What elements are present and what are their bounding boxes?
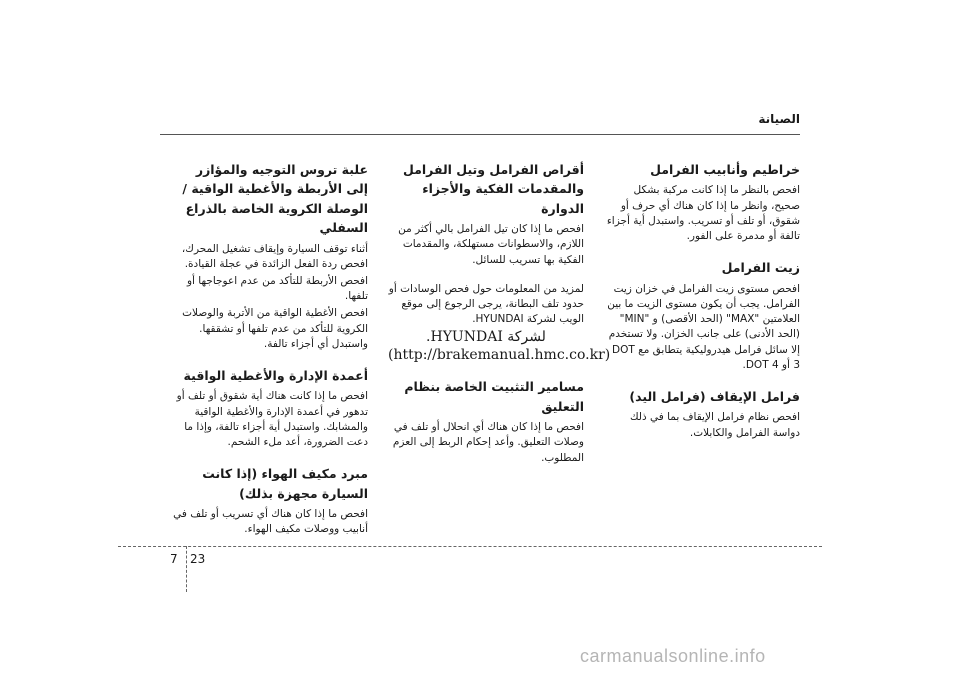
paragraph: افحص بالنظر ما إذا كانت مركبة بشكل صحيح، وانظر ما إذا كان هناك أي حرف أو شقوق، أو تلف أو تسريب. واستبدل أية أجزاء تالفة أو مدمرة على الفور. — [606, 184, 800, 243]
header-divider — [160, 134, 800, 135]
paragraph: افحص ما إذا كانت هناك أية شقوق أو تلف أو تدهور في أعمدة الإدارة والأغطية الواقية والمشابك. واستبدل أية أجزاء تالفة، وإذا ما دعت الضرورة، أعد ملء الشحم. — [176, 390, 368, 449]
heading-suspension-bolts: مسامير التثبيت الخاصة بنظام التعليق — [404, 379, 584, 414]
paragraph: افحص نظام فرامل الإيقاف بما في ذلك دواسة الفرامل والكابلات. — [629, 411, 800, 439]
column-right — [604, 160, 800, 455]
footer-divider — [118, 546, 822, 547]
paragraph: افحص الأغطية الواقية من الأتربة والوصلات الكروية للتأكد من عدم تلفها أو تشققها. واستبدل أي أجزاء تالفة. — [182, 307, 368, 350]
content-columns — [172, 160, 800, 550]
heading-brake-fluid: زيت الفرامل — [721, 260, 800, 276]
heading-drive-shafts: أعمدة الإدارة والأغطية الواقية — [183, 368, 368, 384]
paragraph: افحص ما إذا كان تيل الفرامل بالي أكثر من اللازم، والاسطوانات مستهلكة، والمقدمات الفكية بها تسريب للسائل. — [398, 223, 584, 266]
paragraph: أثناء توقف السيارة وإيقاف تشغيل المحرك، افحص ردة الفعل الزائدة في عجلة القيادة. — [181, 242, 368, 270]
heading-brake-discs: أقراص الفرامل وتيل الفرامل والمقدمات الفكية والأجزاء الدوارة — [403, 162, 584, 216]
paragraph: افحص الأربطة للتأكد من عدم اعوجاجها أو تلفها. — [186, 274, 368, 303]
column-middle — [388, 160, 611, 480]
section-title: الصيانة — [758, 112, 800, 126]
paragraph: لمزيد من المعلومات حول فحص الوسادات أو حدود تلف البطانة، يرجى الرجوع إلى موقع الويب لشركة HYUNDAI. — [388, 282, 584, 326]
heading-brake-hoses: خراطيم وأنابيب الفرامل — [650, 162, 800, 177]
heading-ac-refrigerant: مبرد مكيف الهواء (إذا كانت السيارة مجهزة بذلك) — [202, 466, 368, 501]
brand-line: .HYUNDAI لشركة — [426, 329, 546, 346]
chapter-number: 7 — [170, 552, 178, 566]
footer-vertical-divider — [186, 546, 187, 592]
paragraph: افحص ما إذا كان هناك أي تسريب أو تلف في أنابيب ووصلات مكيف الهواء. — [173, 508, 368, 536]
heading-parking-brake: فرامل الإيقاف (فرامل اليد) — [629, 388, 800, 404]
page-header — [160, 112, 800, 138]
watermark-text: carmanualsonline.info — [580, 646, 766, 666]
paragraph: افحص ما إذا كان هناك أي انحلال أو تلف في وصلات التعليق. وأعد إحكام الربط إلى العزم المطلوب. — [392, 421, 584, 464]
page-footer — [118, 542, 822, 592]
paragraph: افحص مستوى زيت الفرامل في خزان زيت الفرامل. يجب أن يكون مستوى الزيت ما بين العلامتين "MAX" (الحد الأقصى) و "MIN" (الحد الأدنى) على جانب الخزان. ولا تستخدم إلا سائل فرامل هيدروليكية يتطابق مع DOT 3 أو DOT 4. — [607, 282, 800, 371]
url-link[interactable]: (http://brakemanual.hmc.co.kr) — [388, 347, 611, 364]
column-left — [172, 160, 368, 551]
heading-steering-gearbox: علبة تروس التوجيه والمؤازر إلى الأربطة والأغطية الواقية / الوصلة الكروية الخاصة بالذراع السفلي — [182, 162, 368, 236]
page-number: 23 — [190, 552, 206, 566]
